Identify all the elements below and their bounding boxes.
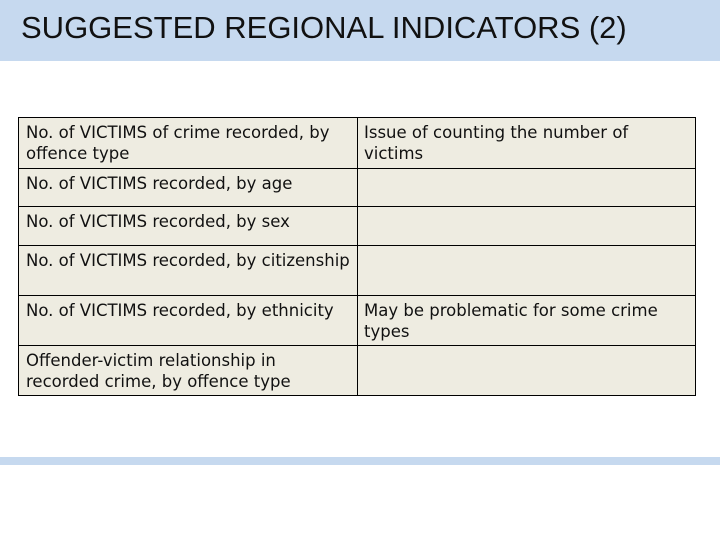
indicator-cell: Offender-victim relationship in recorded crime, by offence type (19, 346, 358, 396)
note-cell: Issue of counting the number of victims (358, 118, 696, 169)
title-bar (0, 0, 720, 61)
indicator-cell: No. of VICTIMS of crime recorded, by offence type (19, 118, 358, 169)
note-cell: May be problematic for some crime types (358, 296, 696, 346)
table-row (19, 346, 696, 396)
indicators-table (18, 117, 696, 396)
indicator-cell: No. of VICTIMS recorded, by ethnicity (19, 296, 358, 346)
note-cell (358, 169, 696, 207)
note-cell (358, 246, 696, 296)
indicator-cell: No. of VICTIMS recorded, by citizenship (19, 246, 358, 296)
note-cell (358, 346, 696, 396)
table-row (19, 246, 696, 296)
table-row (19, 207, 696, 246)
note-cell (358, 207, 696, 246)
indicator-cell: No. of VICTIMS recorded, by sex (19, 207, 358, 246)
indicator-cell: No. of VICTIMS recorded, by age (19, 169, 358, 207)
bottom-divider (0, 457, 720, 465)
table-row (19, 169, 696, 207)
table-row (19, 118, 696, 169)
table-row (19, 296, 696, 346)
slide-title: SUGGESTED REGIONAL INDICATORS (2) (21, 10, 627, 45)
